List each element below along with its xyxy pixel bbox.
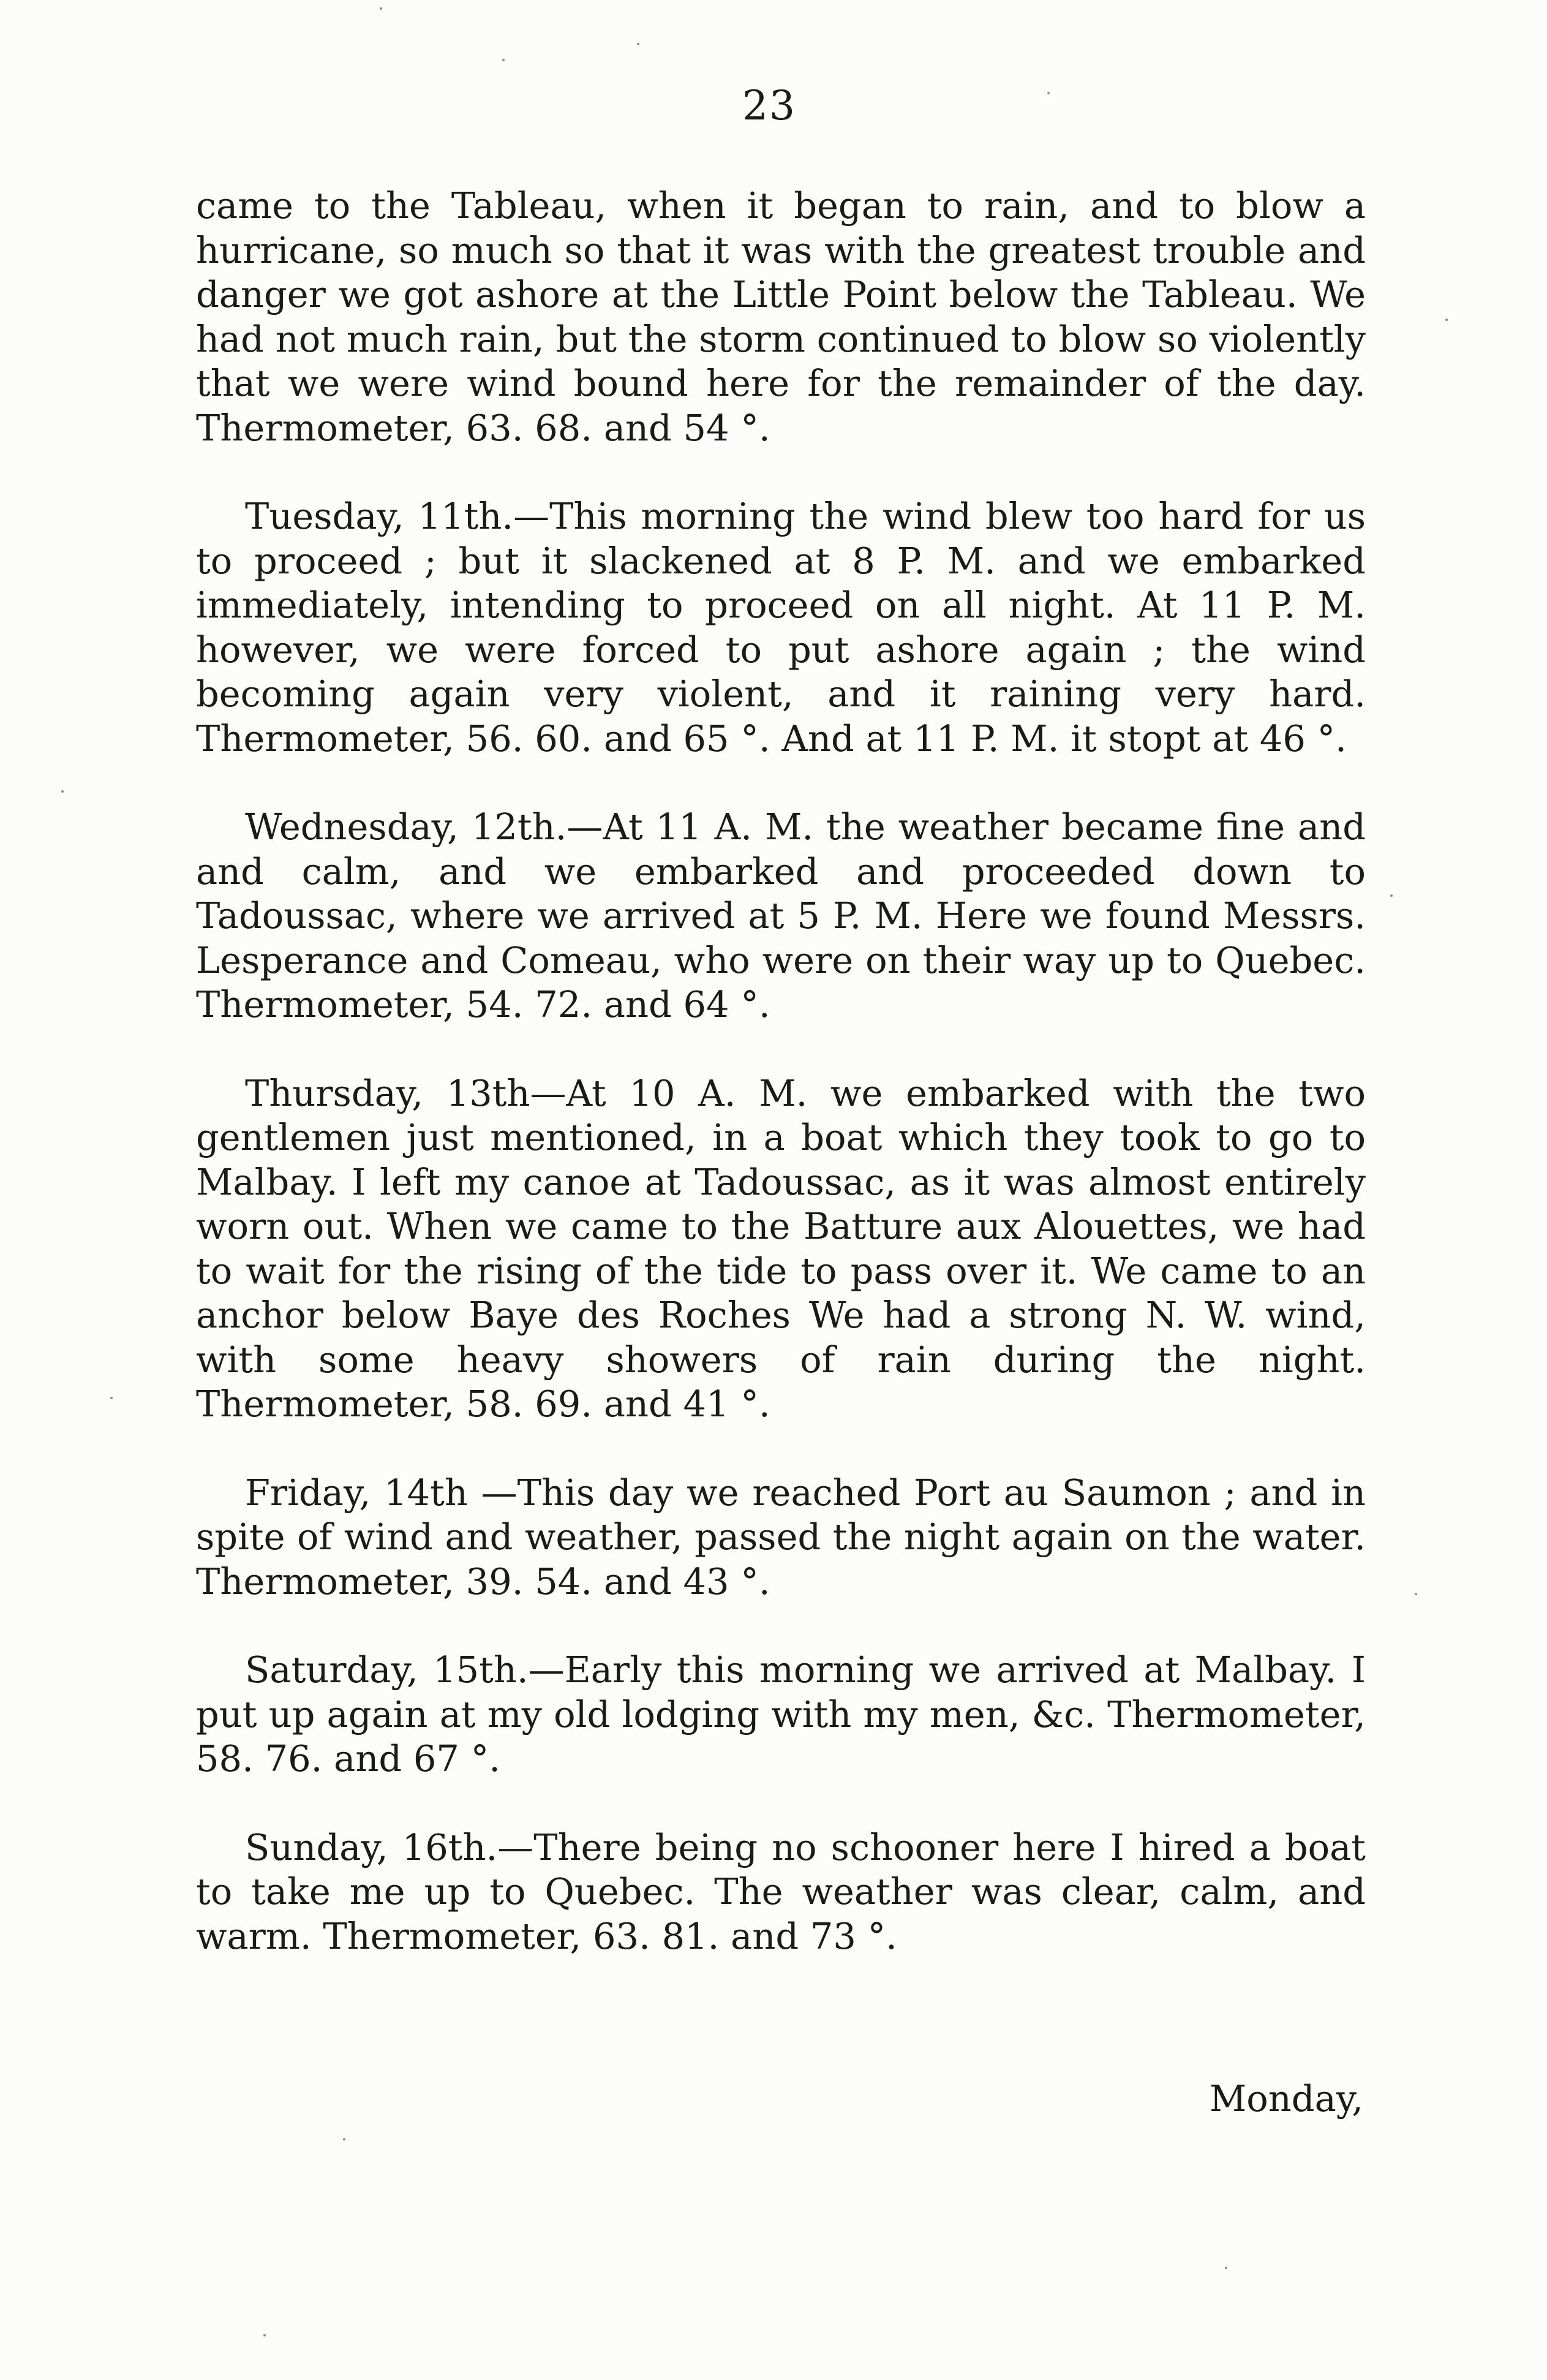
scan-speck: [1390, 894, 1393, 897]
scan-speck: [343, 2138, 345, 2140]
scan-speck: [1445, 319, 1448, 321]
catchword: Monday,: [1209, 2077, 1363, 2120]
scan-speck: [110, 1397, 113, 1399]
journal-entry-thursday: Thursday, 13th—At 10 A. M. we embarked with the two gentlemen just mentioned, in a boat which they took to go to Malbay. I left my canoe at Tadoussac, as it was almost entirely worn out. When we came to the Batture aux Alouettes, we had to wait for the rising of the tide to pass over it. We came to an anchor below Baye des Roches We had a strong N. W. wind, with some heavy showers of rain during the night. Thermometer, 58. 69. and 41 °.: [196, 1071, 1366, 1425]
journal-entry-friday: Friday, 14th —This day we reached Port au Saumon ; and in spite of wind and weather, passed the night again on the water. Thermometer, 39. 54. and 43 °.: [196, 1471, 1366, 1603]
scan-speck: [1047, 92, 1050, 94]
page-number: 23: [742, 82, 796, 129]
journal-text: [196, 184, 1366, 2003]
scan-speck: [637, 43, 639, 45]
scan-speck: [1225, 2267, 1227, 2269]
journal-entry-sunday: Sunday, 16th.—There being no schooner here I hired a boat to take me up to Quebec. The weather was clear, calm, and warm. Thermometer, 63. 81. and 73 °.: [196, 1826, 1366, 1957]
scan-speck: [380, 7, 382, 10]
scan-speck: [1415, 1593, 1417, 1595]
journal-entry-wednesday: Wednesday, 12th.—At 11 A. M. the weather became fine and and calm, and we embarked and proceeded down to Tadoussac, where we arrived at 5 P. M. Here we found Messrs. Lesperance and Comeau, who were on their way up to Quebec. Thermometer, 54. 72. and 64 °.: [196, 806, 1366, 1026]
journal-entry-tuesday: Tuesday, 11th.—This morning the wind blew too hard for us to proceed ; but it slackened at 8 P. M. and we embarked immediately, intending to proceed on all night. At 11 P. M. however, we were forced to put ashore again ; the wind becoming again very violent, and it raining very hard. Thermometer, 56. 60. and 65 °. And at 11 P. M. it stopt at 46 °.: [196, 495, 1366, 760]
journal-entry-saturday: Saturday, 15th.—Early this morning we arrived at Malbay. I put up again at my old lodging with my men, &c. Thermometer, 58. 76. and 67 °.: [196, 1649, 1366, 1780]
scan-speck: [502, 59, 505, 61]
scan-speck: [263, 2334, 266, 2337]
scan-speck: [61, 790, 64, 793]
journal-entry-continuation: came to the Tableau, when it began to rain, and to blow a hurricane, so much so that it was with the greatest trouble and danger we got ashore at the Little Point below the Tableau. We had not much rain, but the storm continued to blow so violently that we were wind bound here for the remainder of the day. Thermometer, 63. 68. and 54 °.: [196, 184, 1366, 449]
